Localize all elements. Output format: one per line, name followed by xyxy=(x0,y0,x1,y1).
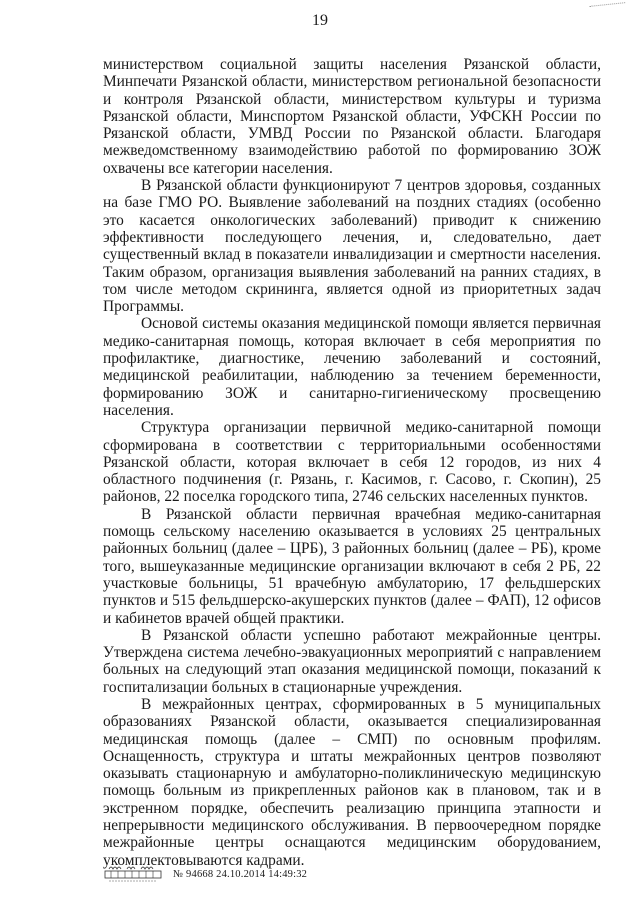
paragraph-7: В межрайонных центрах, сформированных в 5 муниципальных образованиях Рязанской области, оказывается специализированная медицинская помощь (далее – СМП) по основным профилям. Оснащенность, структура и штаты межрайонных центров позволяют оказывать стационарную и амбулаторно-поликлиническую медицинскую помощь больным из прикрепленных районов как в плановом, так и в экстренном порядке, обеспечить реализацию принципа этапности и непрерывности медицинского обслуживания. В первоочередном порядке межрайонные центры оснащаются медицинским оборудованием, укомплектовываются кадрами. xyxy=(103,695,601,869)
page-number: 19 xyxy=(312,12,328,29)
paragraph-2: В Рязанской области функционируют 7 центров здоровья, созданных на базе ГМО РО. Выявление заболеваний на поздних стадиях (особенно это касается онкологических заболеваний) приводит к снижению эффективности последующего лечения, и, следовательно, дает существенный вклад в показатели инвалидизации и смертности населения. Таким образом, организация выявления заболеваний на ранних стадиях, в том числе методом скрининга, является одной из приоритетных задач Программы. xyxy=(103,177,601,316)
paragraph-3: Основой системы оказания медицинской помощи является первичная медико-санитарная помощь, которая включает в себя мероприятия по профилактике, диагностике, лечению заболеваний и состояний, медицинской реабилитации, наблюдению за течением беременности, формированию ЗОЖ и санитарно-гигиеническому просвещению населения. xyxy=(103,315,601,419)
paragraph-1: министерством социальной защиты населения Рязанской области, Минпечати Рязанской области, министерством региональной безопасности и контроля Рязанской области, министерством культуры и туризма Рязанской области, Минспортом Рязанской области, УФСКН России по Рязанской области, УМВД России по Рязанской области. Благодаря межведомственному взаимодействию работой по формированию ЗОЖ охвачены все категории населения. xyxy=(103,56,601,177)
registration-stamp: № 94668 24.10.2014 14:49:32 xyxy=(173,868,308,880)
paragraph-5: В Рязанской области первичная врачебная медико-санитарная помощь сельскому населению оказывается в условиях 25 центральных районных больниц (далее – ЦРБ), 3 районных больниц (далее – РБ), кроме того, вышеуказанные медицинские организации включают в себя 2 РБ, 22 участковые больницы, 51 врачебную амбулаторию, 17 фельдшерских пунктов и 515 фельдшерско-акушерских пунктов (далее – ФАП), 12 офисов и кабинетов врачей общей практики. xyxy=(103,505,601,627)
document-footer xyxy=(103,862,307,886)
paragraph-4: Структура организации первичной медико-санитарной помощи сформирована в соответствии с территориальными особенностями Рязанской области, которая включает в себя 12 городов, из них 4 областного подчинения (г. Рязань, г. Касимов, г. Сасово, г. Скопин), 25 районов, 22 поселка городского типа, 2746 сельских населенных пунктов. xyxy=(103,419,601,506)
registry-seal-icon xyxy=(103,863,165,885)
document-body xyxy=(103,56,601,869)
paragraph-6: В Рязанской области успешно работают межрайонные центры. Утверждена система лечебно-эвакуационных мероприятий с направлением больных на следующий этап оказания медицинской помощи, показаний к госпитализации больных в стационарные учреждения. xyxy=(103,626,601,696)
